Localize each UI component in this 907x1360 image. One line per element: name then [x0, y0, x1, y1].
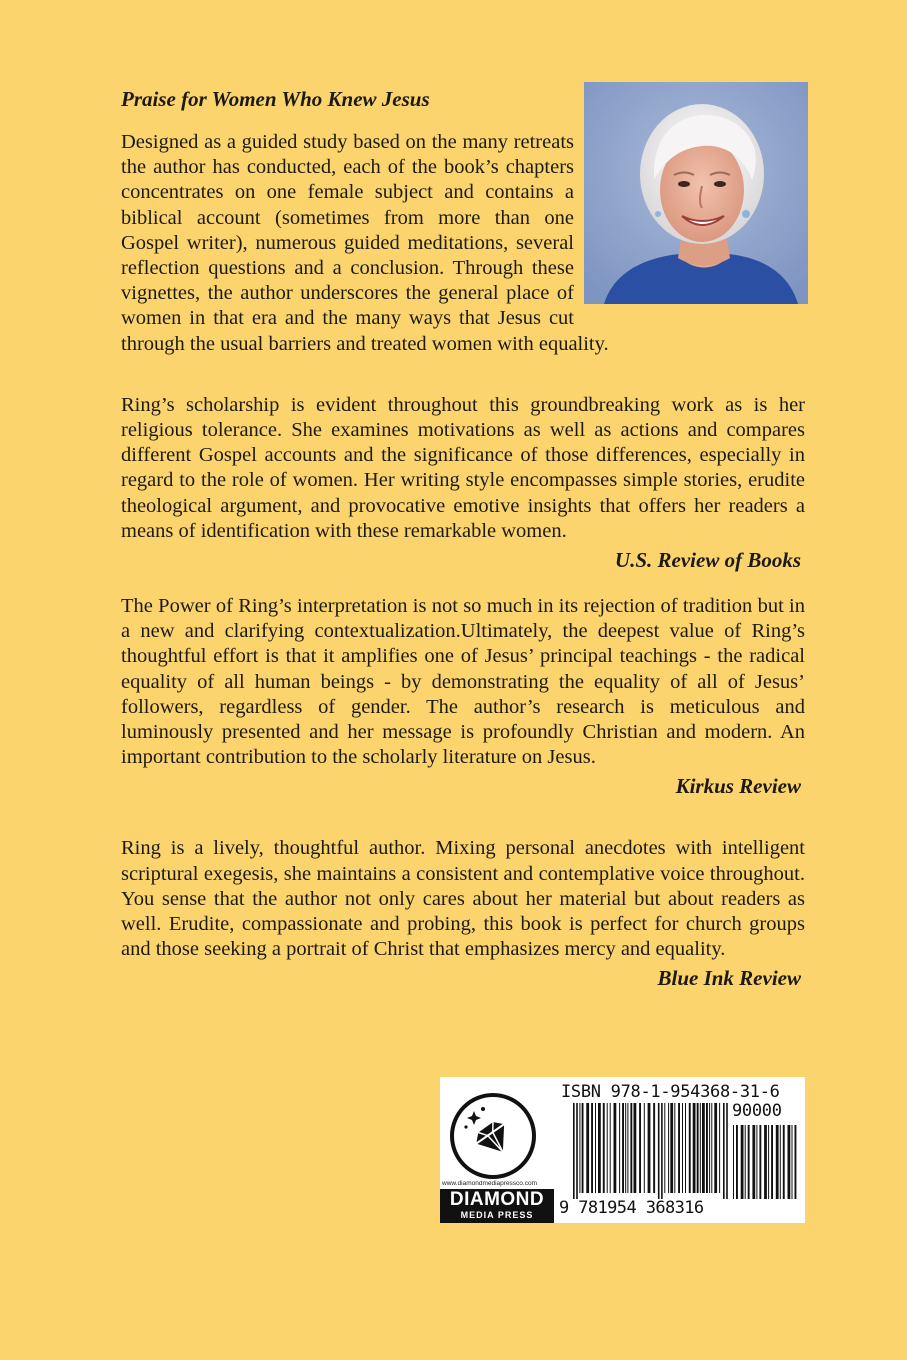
- barcode-bar: [783, 1125, 785, 1199]
- barcode-block: [440, 1077, 805, 1223]
- back-cover-content: [121, 84, 805, 992]
- barcode-bar: [733, 1125, 734, 1199]
- barcode-bar: [776, 1125, 779, 1199]
- barcode-bar: [634, 1103, 637, 1193]
- barcode-bar: [700, 1103, 701, 1193]
- barcode-bar: [670, 1103, 673, 1193]
- barcode-bar: [586, 1103, 589, 1193]
- barcode-bar: [780, 1125, 781, 1199]
- barcode-bar: [582, 1103, 584, 1193]
- barcode-bar: [682, 1103, 683, 1193]
- author-photo: [584, 82, 808, 304]
- barcode-bar: [795, 1125, 797, 1199]
- barcode-bar: [595, 1103, 596, 1193]
- barcode-bar: [745, 1125, 746, 1199]
- barcode-bar: [714, 1103, 717, 1193]
- barcode-bar: [674, 1103, 675, 1193]
- barcode-digits: 9 781954 368316: [559, 1198, 704, 1218]
- barcode-bar: [661, 1103, 663, 1199]
- barcode-bar: [768, 1125, 769, 1199]
- barcode-bar: [622, 1103, 624, 1193]
- barcode-bar: [610, 1103, 611, 1193]
- barcode-bar: [576, 1103, 578, 1199]
- barcode-bar: [702, 1103, 705, 1193]
- review-text: The Power of Ring’s interpretation is not so much in its rejection of tradition but in a new and clarifying contextualization.Ultimately, the deepest value of Ring’s thoughtful effort is that it amplifies one of Jesus’ principal teachings - the radical equality of all human beings - by demonstrating the equality of all of Jesus’ followers, regardless of gender. The author’s research is meticulous and luminously presented and her message is profoundly Christian and modern. An important contribution to the scholarly literature on Jesus.: [121, 595, 805, 769]
- barcode-bar: [625, 1103, 626, 1193]
- barcode-bar: [764, 1125, 767, 1199]
- review-text: Ring’s scholarship is evident throughout this groundbreaking work as is her religious tolerance. She examines motivations as well as actions and compares different Gospel accounts and the significance of those differences, especially in regard to the role of women. Her writing style encompasses simple stories, erudite theological argument, and provocative emotive insights that offers her readers a means of identification with these remarkable women.: [121, 393, 805, 542]
- barcode-bar: [664, 1103, 665, 1193]
- barcode-bar: [648, 1103, 651, 1193]
- barcode-bar: [644, 1103, 645, 1193]
- price-addon: 90000: [732, 1101, 782, 1121]
- barcode-bar: [709, 1103, 710, 1193]
- barcode-bar: [653, 1103, 655, 1193]
- review-source: Kirkus Review: [675, 774, 801, 799]
- publisher-logo: [440, 1077, 554, 1223]
- barcode-bar: [678, 1103, 680, 1193]
- publisher-subtitle: MEDIA PRESS: [460, 1210, 534, 1220]
- isbn-barcode: [559, 1077, 805, 1223]
- barcode-bar: [711, 1103, 712, 1193]
- barcode-bar: [627, 1103, 628, 1193]
- barcode-bar: [719, 1103, 720, 1193]
- barcode-bar: [579, 1103, 580, 1193]
- publisher-name: DIAMOND: [449, 1189, 545, 1210]
- review-text: Designed as a guided study based on the many retreats the author has conducted, each of the book’s chapters concentrates on one female subject and contains a biblical account (sometimes from more than one Gospel writer), numerous guided meditations, several reflection questions and a conclusion. Through these vignettes, the author underscores the general place of women in that era and the many ways that Jesus cut through the usual barriers and treated women with equality.: [121, 131, 609, 355]
- barcode-bar: [759, 1125, 761, 1199]
- barcode-bar: [697, 1103, 699, 1193]
- barcode-bar: [573, 1103, 575, 1199]
- publisher-badge: [440, 1189, 554, 1223]
- barcode-bar: [723, 1103, 725, 1199]
- barcode-bar: [756, 1125, 757, 1199]
- isbn-label: ISBN 978-1-954368-31-6: [561, 1082, 780, 1102]
- review-source: U.S. Review of Books: [614, 548, 801, 573]
- review-text: Ring is a lively, thoughtful author. Mixing personal anecdotes with intelligent scriptural exegesis, she maintains a consistent and contemplative voice throughout. You sense that the author not only cares about her material but about readers as well. Erudite, compassionate and probing, this book is perfect for church groups and those seeking a portrait of Christ that emphasizes mercy and equality.: [121, 837, 805, 961]
- barcode-bar: [591, 1103, 593, 1193]
- barcode-bars: [559, 1103, 805, 1199]
- barcode-bar: [668, 1103, 669, 1193]
- diamond-logo-icon: [450, 1093, 536, 1179]
- barcode-bar: [748, 1125, 750, 1199]
- barcode-bar: [598, 1103, 601, 1193]
- barcode-bar: [685, 1103, 686, 1193]
- review-source: Blue Ink Review: [657, 966, 801, 991]
- barcode-bar: [741, 1125, 744, 1199]
- barcode-bar: [619, 1103, 620, 1193]
- barcode-bar: [639, 1103, 641, 1193]
- author-portrait-image: [584, 82, 808, 304]
- barcode-bar: [607, 1103, 608, 1193]
- barcode-bar: [792, 1125, 793, 1199]
- publisher-url: www.diamondmediapressco.com: [442, 1180, 538, 1187]
- praise-heading: Praise for Women Who Knew Jesus: [121, 87, 430, 111]
- barcode-bar: [736, 1125, 738, 1199]
- barcode-bar: [614, 1103, 617, 1193]
- barcode-bar: [603, 1103, 605, 1193]
- barcode-bar: [788, 1125, 791, 1199]
- barcode-bar: [658, 1103, 660, 1199]
- barcode-bar: [630, 1103, 632, 1193]
- barcode-bar: [771, 1125, 773, 1199]
- barcode-bar: [726, 1103, 728, 1199]
- barcode-bar: [689, 1103, 691, 1193]
- barcode-bar: [706, 1103, 708, 1193]
- barcode-bar: [752, 1125, 755, 1199]
- barcode-bar: [693, 1103, 696, 1193]
